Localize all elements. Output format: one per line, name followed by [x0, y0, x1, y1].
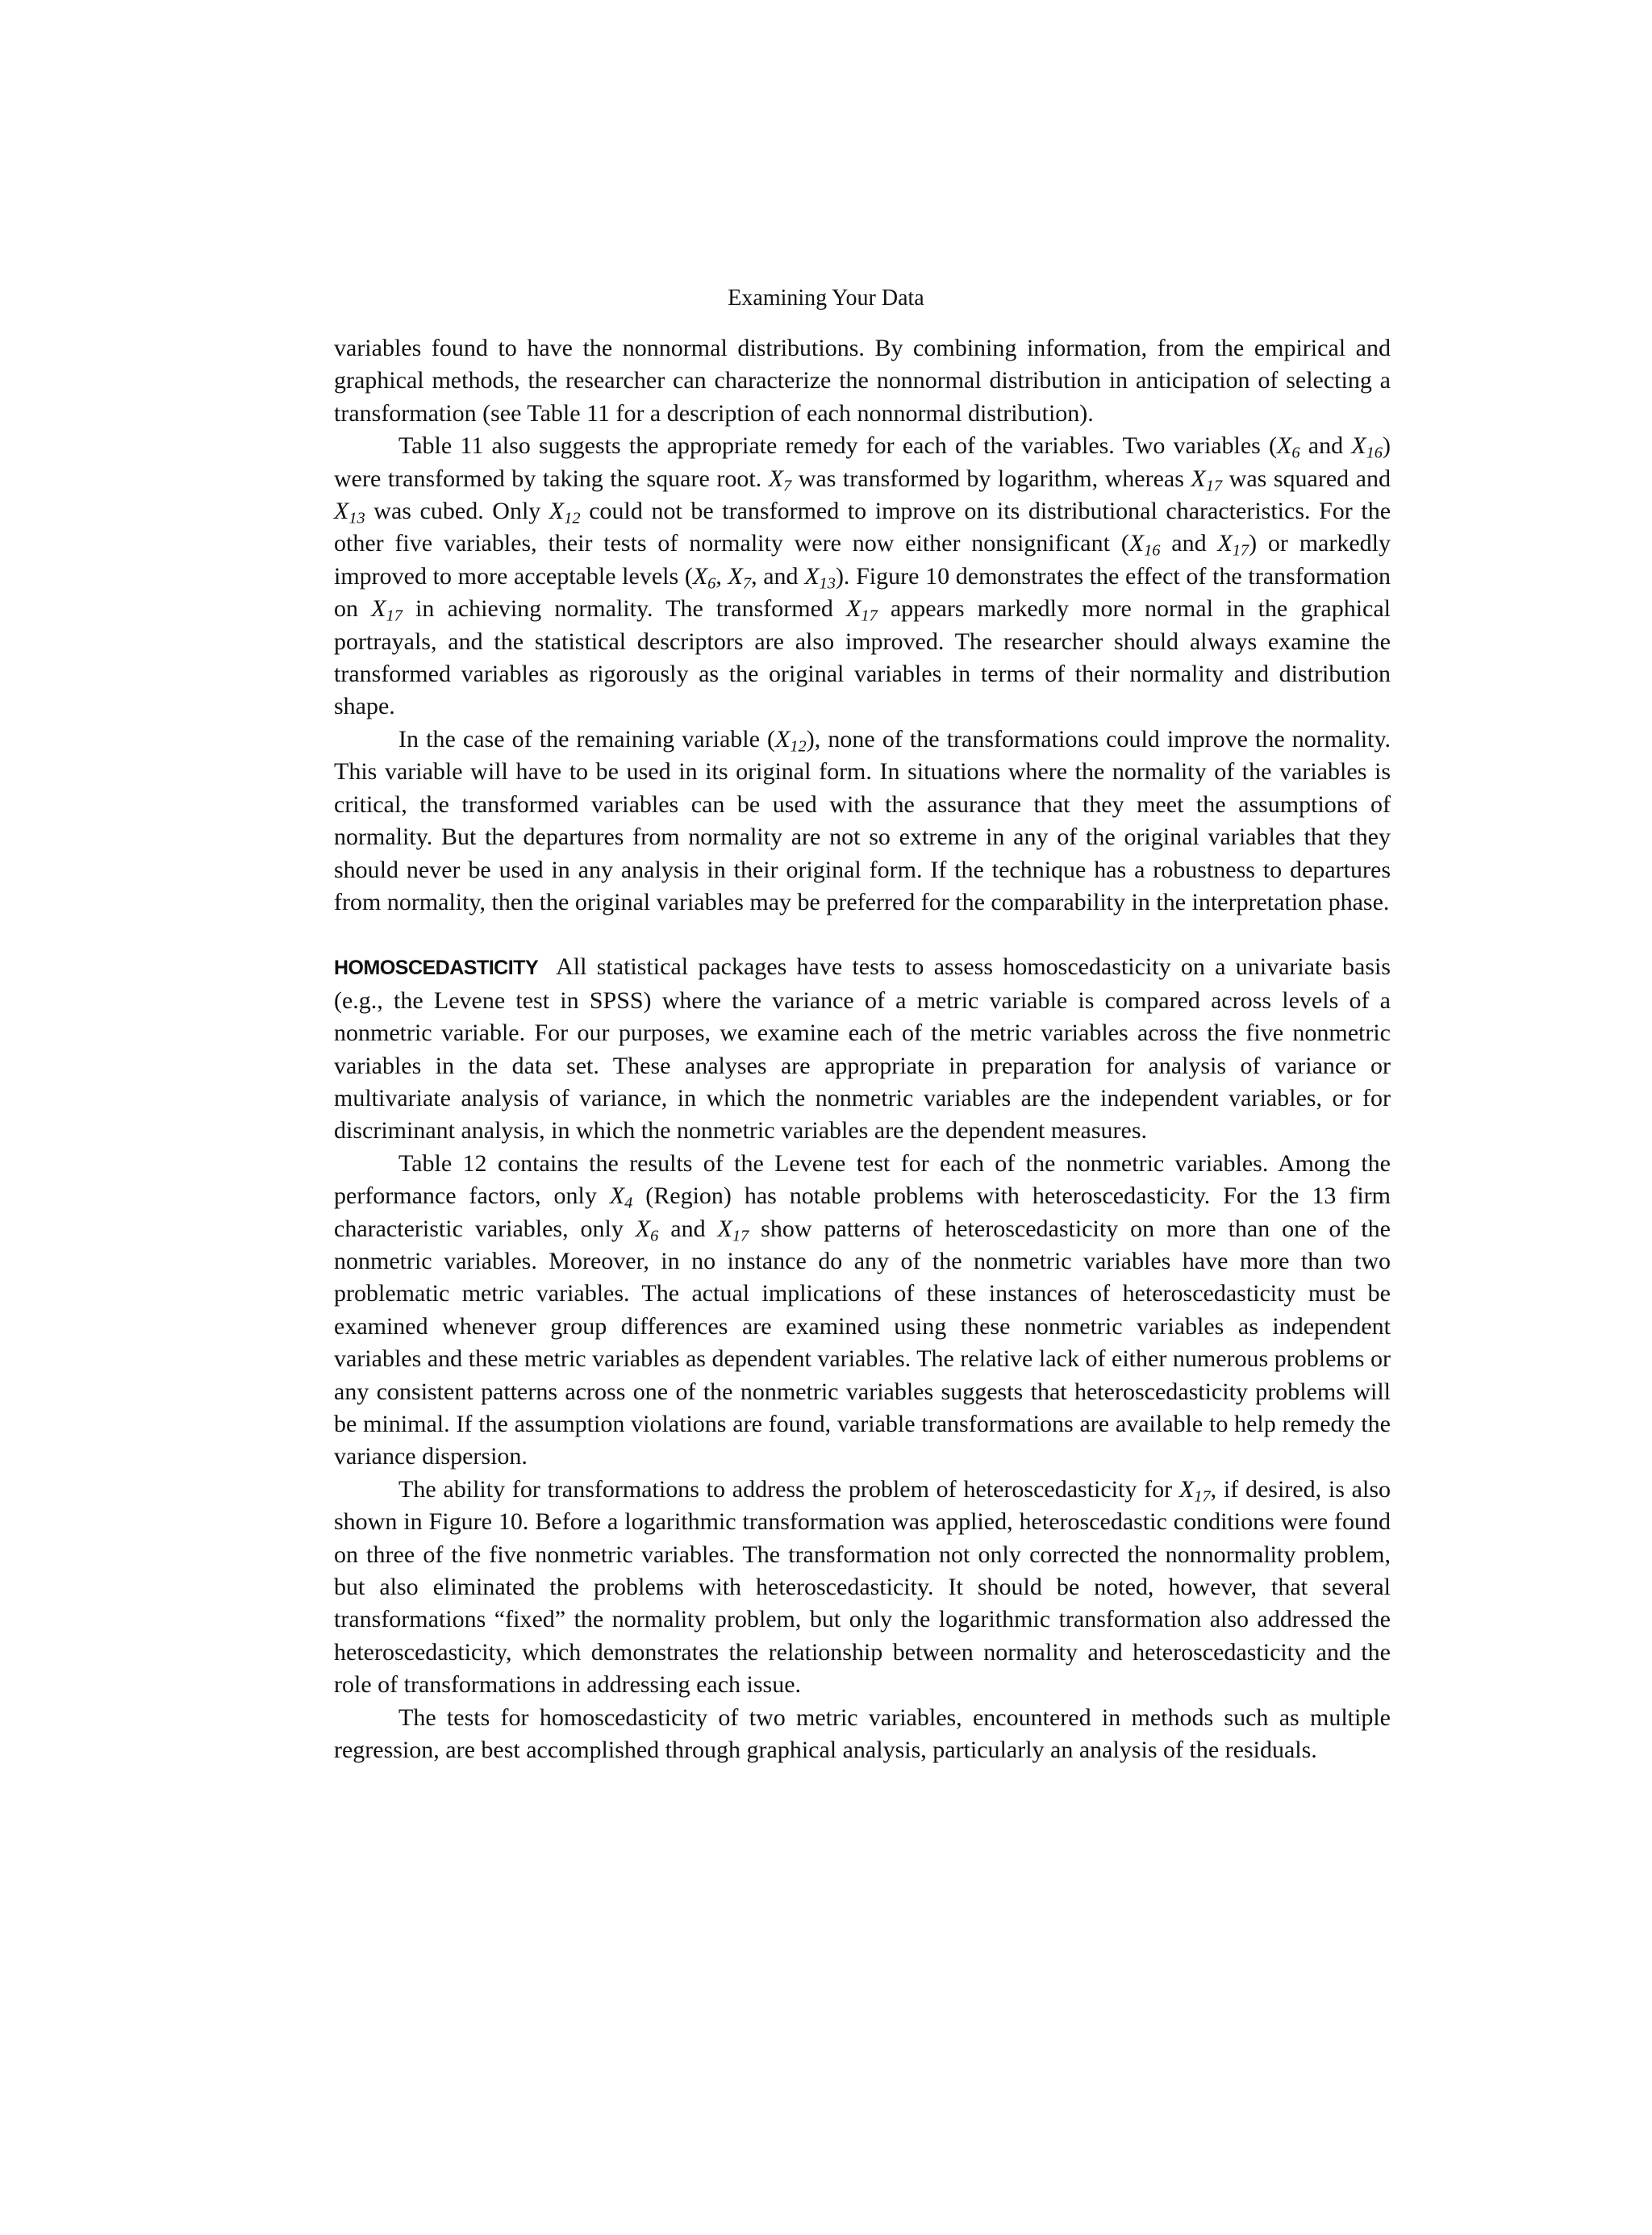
variable-symbol: $X_6$ [692, 562, 716, 593]
variable-symbol: $X_{12}$ [549, 498, 581, 527]
variable-symbol: $X_4$ [609, 1182, 633, 1212]
variable-symbol: $X_{17}$ [1217, 530, 1249, 561]
variable-symbol: $X_{17}$ [1191, 465, 1223, 495]
paragraph: In the case of the remaining variable $(X_{12})$, none of the transformations could improve the normality. This variable will have to be used in its original form. In situations where the normality of the variables is critical, the transformed variables can be used with the assurance that they meet the assumptions of normality. But the departures from normality are not so extreme in any of the original variables that they should never be used in any analysis in their original form. If the technique has a robustness to departures from normality, then the original variables may be preferred for the comparability in the interpretation phase. [334, 725, 1391, 915]
paragraph: The ability for transformations to address the problem of heteroscedasticity for $X_{17}$, if desired, is also shown in Figure 10. Before a logarithmic transformation was applied, heteroscedastic conditions were found on three of the five nonmetric variables. The transformation not only corrected the nonnormality problem, but also eliminated the problems with heteroscedasticity. It should be noted, however, that several transformations “fixed” the normality problem, but only the logarithmic transformation also addressed the heteroscedasticity, which demonstrates the relationship between normality and heteroscedasticity and the role of transformations in addressing each issue. [334, 1475, 1391, 1699]
variable-symbol: $X_{12}$ [775, 725, 807, 756]
variable-symbol: $X_{17}$ [1179, 1475, 1211, 1506]
variable-symbol: $X_{17}$ [717, 1215, 749, 1245]
running-head: Examining Your Data [728, 286, 924, 311]
variable-symbol: $X_6$ [1277, 432, 1300, 462]
variable-symbol: $X_{16}$ [1351, 432, 1383, 462]
variable-symbol: $X_{17}$ [371, 595, 403, 625]
variable-symbol: $X_6$ [635, 1215, 659, 1245]
variable-symbol: $X_7$ [768, 465, 792, 495]
section-heading: HOMOSCEDASTICITY [334, 957, 539, 980]
variable-symbol: $X_{17}$ [846, 595, 878, 625]
variable-symbol: $X_7$ [728, 562, 752, 593]
variable-symbol: $X_{13}$ [334, 498, 365, 527]
paragraph: Table 12 contains the results of the Levene test for each of the nonmetric variables. Among the performance factors, only $X_4$ (Region) has notable problems with heteroscedasticity. For the 13 firm characteristic variables, only $X_6$ and $X_{17}$ show patterns of heteroscedasticity on more than one of the nonmetric variables. Moreover, in no instance do any of the nonmetric variables have more than two problematic metric variables. The actual implications of these instances of heteroscedasticity must be examined whenever group differences are examined using these nonmetric variables as independent variables and these metric variables as dependent variables. The relative lack of either numerous problems or any consistent patterns across one of the nonmetric variables suggests that heteroscedasticity problems will be minimal. If the assumption violations are found, variable transformations are available to help remedy the variance dispersion. [334, 1149, 1391, 1470]
paragraph: Table 11 also suggests the appropriate remedy for each of the variables. Two variables ($X_6$ and $X_{16}$) were transformed by taking the square root. $X_7$ was transformed by logarithm, whereas $X_{17}$ was squared and $X_{13}$ was cubed. Only $X_{12}$ could not be transformed to improve on its distributional characteristics. For the other five variables, their tests of normality were now either nonsignificant ($X_{16}$ and $X_{17}$) or markedly improved to more acceptable levels ($X_6$, $X_7$, and $X_{13}$). Figure 10 demonstrates the effect of the transformation on $X_{17}$ in achieving normality. The transformed $X_{17}$ appears markedly more normal in the graphical portrayals, and the statistical descriptors are also improved. The researcher should always examine the transformed variables as rigorously as the original variables in terms of their normality and distribution shape. [334, 432, 1391, 720]
paragraph: variables found to have the nonnormal distributions. By combining information, from the empirical and graphical methods, the researcher can characterize the nonnormal distribution in anticipation of selecting a transformation (see Table 11 for a description of each nonnormal distribution). [334, 335, 1391, 427]
variable-symbol: $X_{16}$ [1128, 530, 1161, 561]
paragraph: HOMOSCEDASTICITY All statistical packages have tests to assess homoscedasticity on a univariate basis (e.g., the Levene test in SPSS) where the variance of a metric variable is compared across levels of a nonmetric variable. For our purposes, we examine each of the metric variables across the five nonmetric variables in the data set. These analyses are appropriate in preparation for analysis of variance or multivariate analysis of variance, in which the nonmetric variables are the independent variables, or for discriminant analysis, in which the nonmetric variables are the dependent measures. [334, 953, 1391, 1145]
paragraph: The tests for homoscedasticity of two metric variables, encountered in methods such as multiple regression, are best accomplished through graphical analysis, particularly an analysis of the residuals. [334, 1703, 1391, 1764]
body-text [334, 332, 1391, 1766]
variable-symbol: $X_{13}$ [804, 562, 836, 593]
